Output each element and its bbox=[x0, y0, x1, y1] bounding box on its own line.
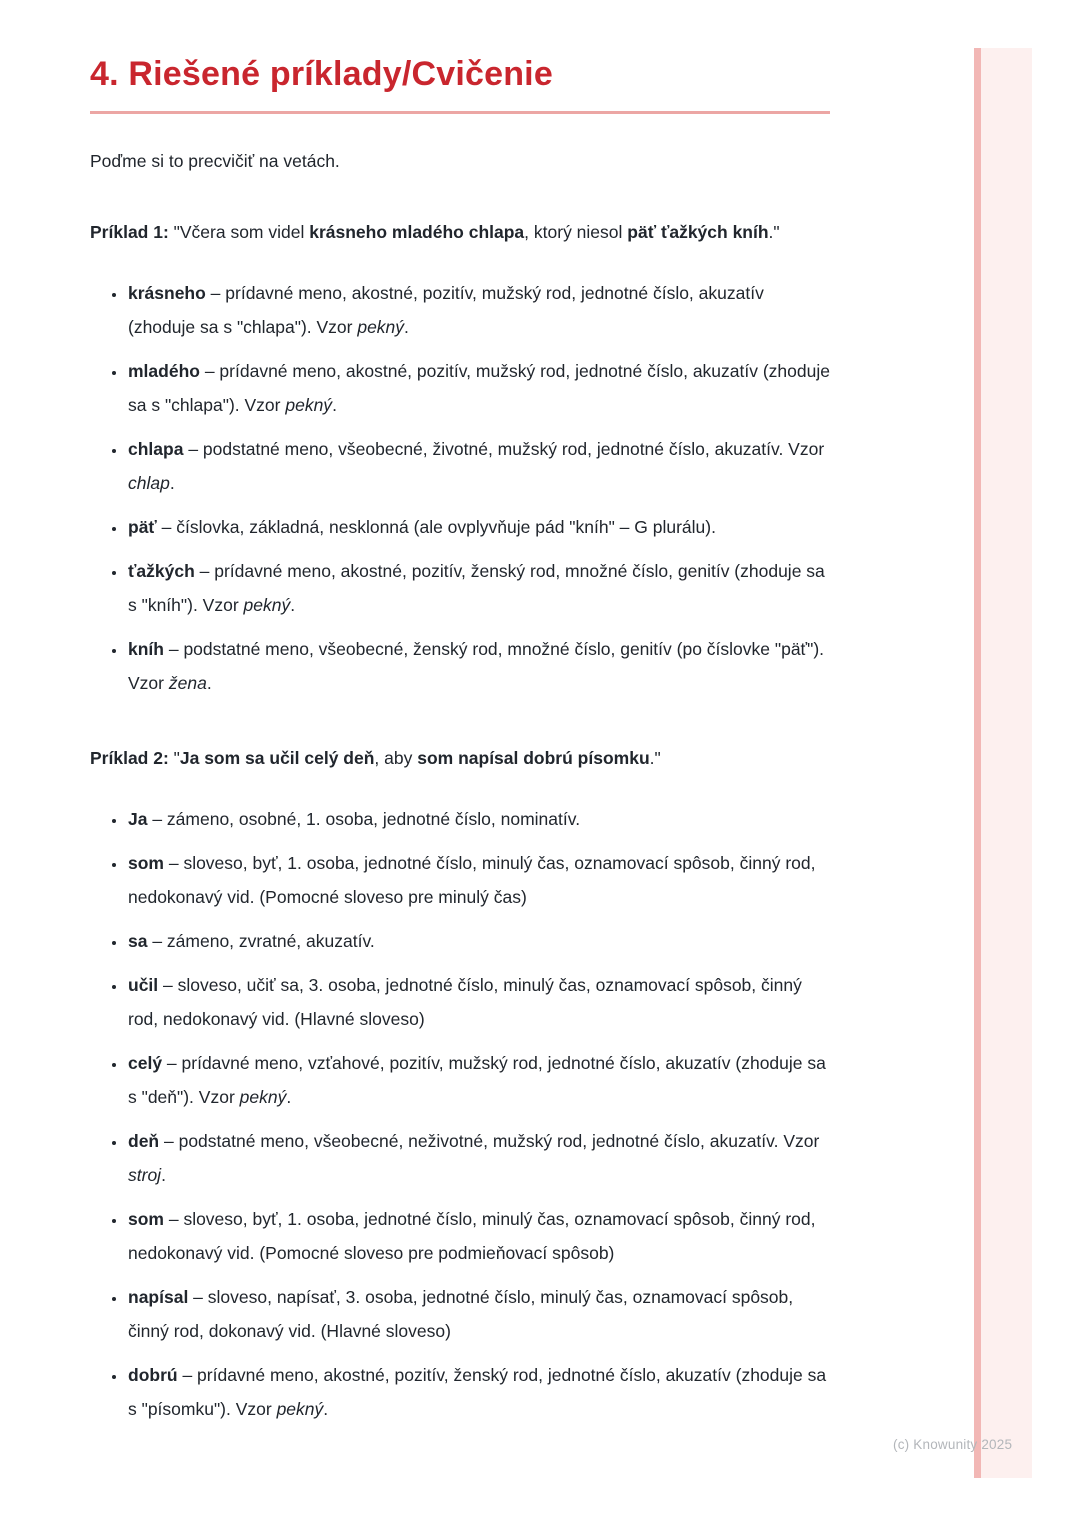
analysis-item: • učil – sloveso, učiť sa, 3. osoba, jednotné číslo, minulý čas, oznamovací spôsob, činný rod, nedokonavý vid. (Hlavné sloveso) bbox=[127, 968, 830, 1036]
analysis-item: • kníh – podstatné meno, všeobecné, ženský rod, množné číslo, genitív (po číslovke "päť"). Vzor žena. bbox=[127, 632, 830, 700]
analysis-item: • Ja – zámeno, osobné, 1. osoba, jednotné číslo, nominatív. bbox=[127, 802, 830, 836]
analysis-item: • päť – číslovka, základná, nesklonná (ale ovplyvňuje pád "kníh" – G plurálu). bbox=[127, 510, 830, 544]
example1-sentence: Príklad 1: "Včera som videl krásneho mladého chlapa, ktorý niesol päť ťažkých kníh." bbox=[90, 222, 780, 242]
analysis-item: • celý – prídavné meno, vzťahové, pozitív, mužský rod, jednotné číslo, akuzatív (zhoduje sa s "deň"). Vzor pekný. bbox=[127, 1046, 830, 1114]
example1-analysis-list bbox=[90, 276, 830, 700]
page-title: 4. Riešené príklady/Cvičenie bbox=[90, 55, 553, 93]
document-content bbox=[90, 52, 830, 1436]
analysis-item: • ťažkých – prídavné meno, akostné, pozitív, ženský rod, množné číslo, genitív (zhoduje sa s "kníh"). Vzor pekný. bbox=[127, 554, 830, 622]
analysis-item: • som – sloveso, byť, 1. osoba, jednotné číslo, minulý čas, oznamovací spôsob, činný rod, nedokonavý vid. (Pomocné sloveso pre minulý čas) bbox=[127, 846, 830, 914]
analysis-item: • deň – podstatné meno, všeobecné, neživotné, mužský rod, jednotné číslo, akuzatív. Vzor stroj. bbox=[127, 1124, 830, 1192]
analysis-item: • krásneho – prídavné meno, akostné, pozitív, mužský rod, jednotné číslo, akuzatív (zhoduje sa s "chlapa"). Vzor pekný. bbox=[127, 276, 830, 344]
analysis-item: • napísal – sloveso, napísať, 3. osoba, jednotné číslo, minulý čas, oznamovací spôsob, činný rod, dokonavý vid. (Hlavné sloveso) bbox=[127, 1280, 830, 1348]
analysis-item: • som – sloveso, byť, 1. osoba, jednotné číslo, minulý čas, oznamovací spôsob, činný rod, nedokonavý vid. (Pomocné sloveso pre podmieňovací spôsob) bbox=[127, 1202, 830, 1270]
analysis-item: • dobrú – prídavné meno, akostné, pozitív, ženský rod, jednotné číslo, akuzatív (zhoduje sa s "písomku"). Vzor pekný. bbox=[127, 1358, 830, 1426]
watermark-text: (c) Knowunity 2025 bbox=[893, 1437, 1013, 1452]
intro-text: Poďme si to precvičiť na vetách. bbox=[90, 151, 340, 171]
analysis-item: • sa – zámeno, zvratné, akuzatív. bbox=[127, 924, 830, 958]
example2-sentence: Príklad 2: "Ja som sa učil celý deň, aby som napísal dobrú písomku." bbox=[90, 748, 661, 768]
page-accent-bar bbox=[974, 48, 1032, 1478]
analysis-item: • chlapa – podstatné meno, všeobecné, životné, mužský rod, jednotné číslo, akuzatív. Vzor chlap. bbox=[127, 432, 830, 500]
example2-analysis-list bbox=[90, 802, 830, 1426]
analysis-item: • mladého – prídavné meno, akostné, pozitív, mužský rod, jednotné číslo, akuzatív (zhoduje sa s "chlapa"). Vzor pekný. bbox=[127, 354, 830, 422]
title-underline bbox=[90, 111, 830, 114]
